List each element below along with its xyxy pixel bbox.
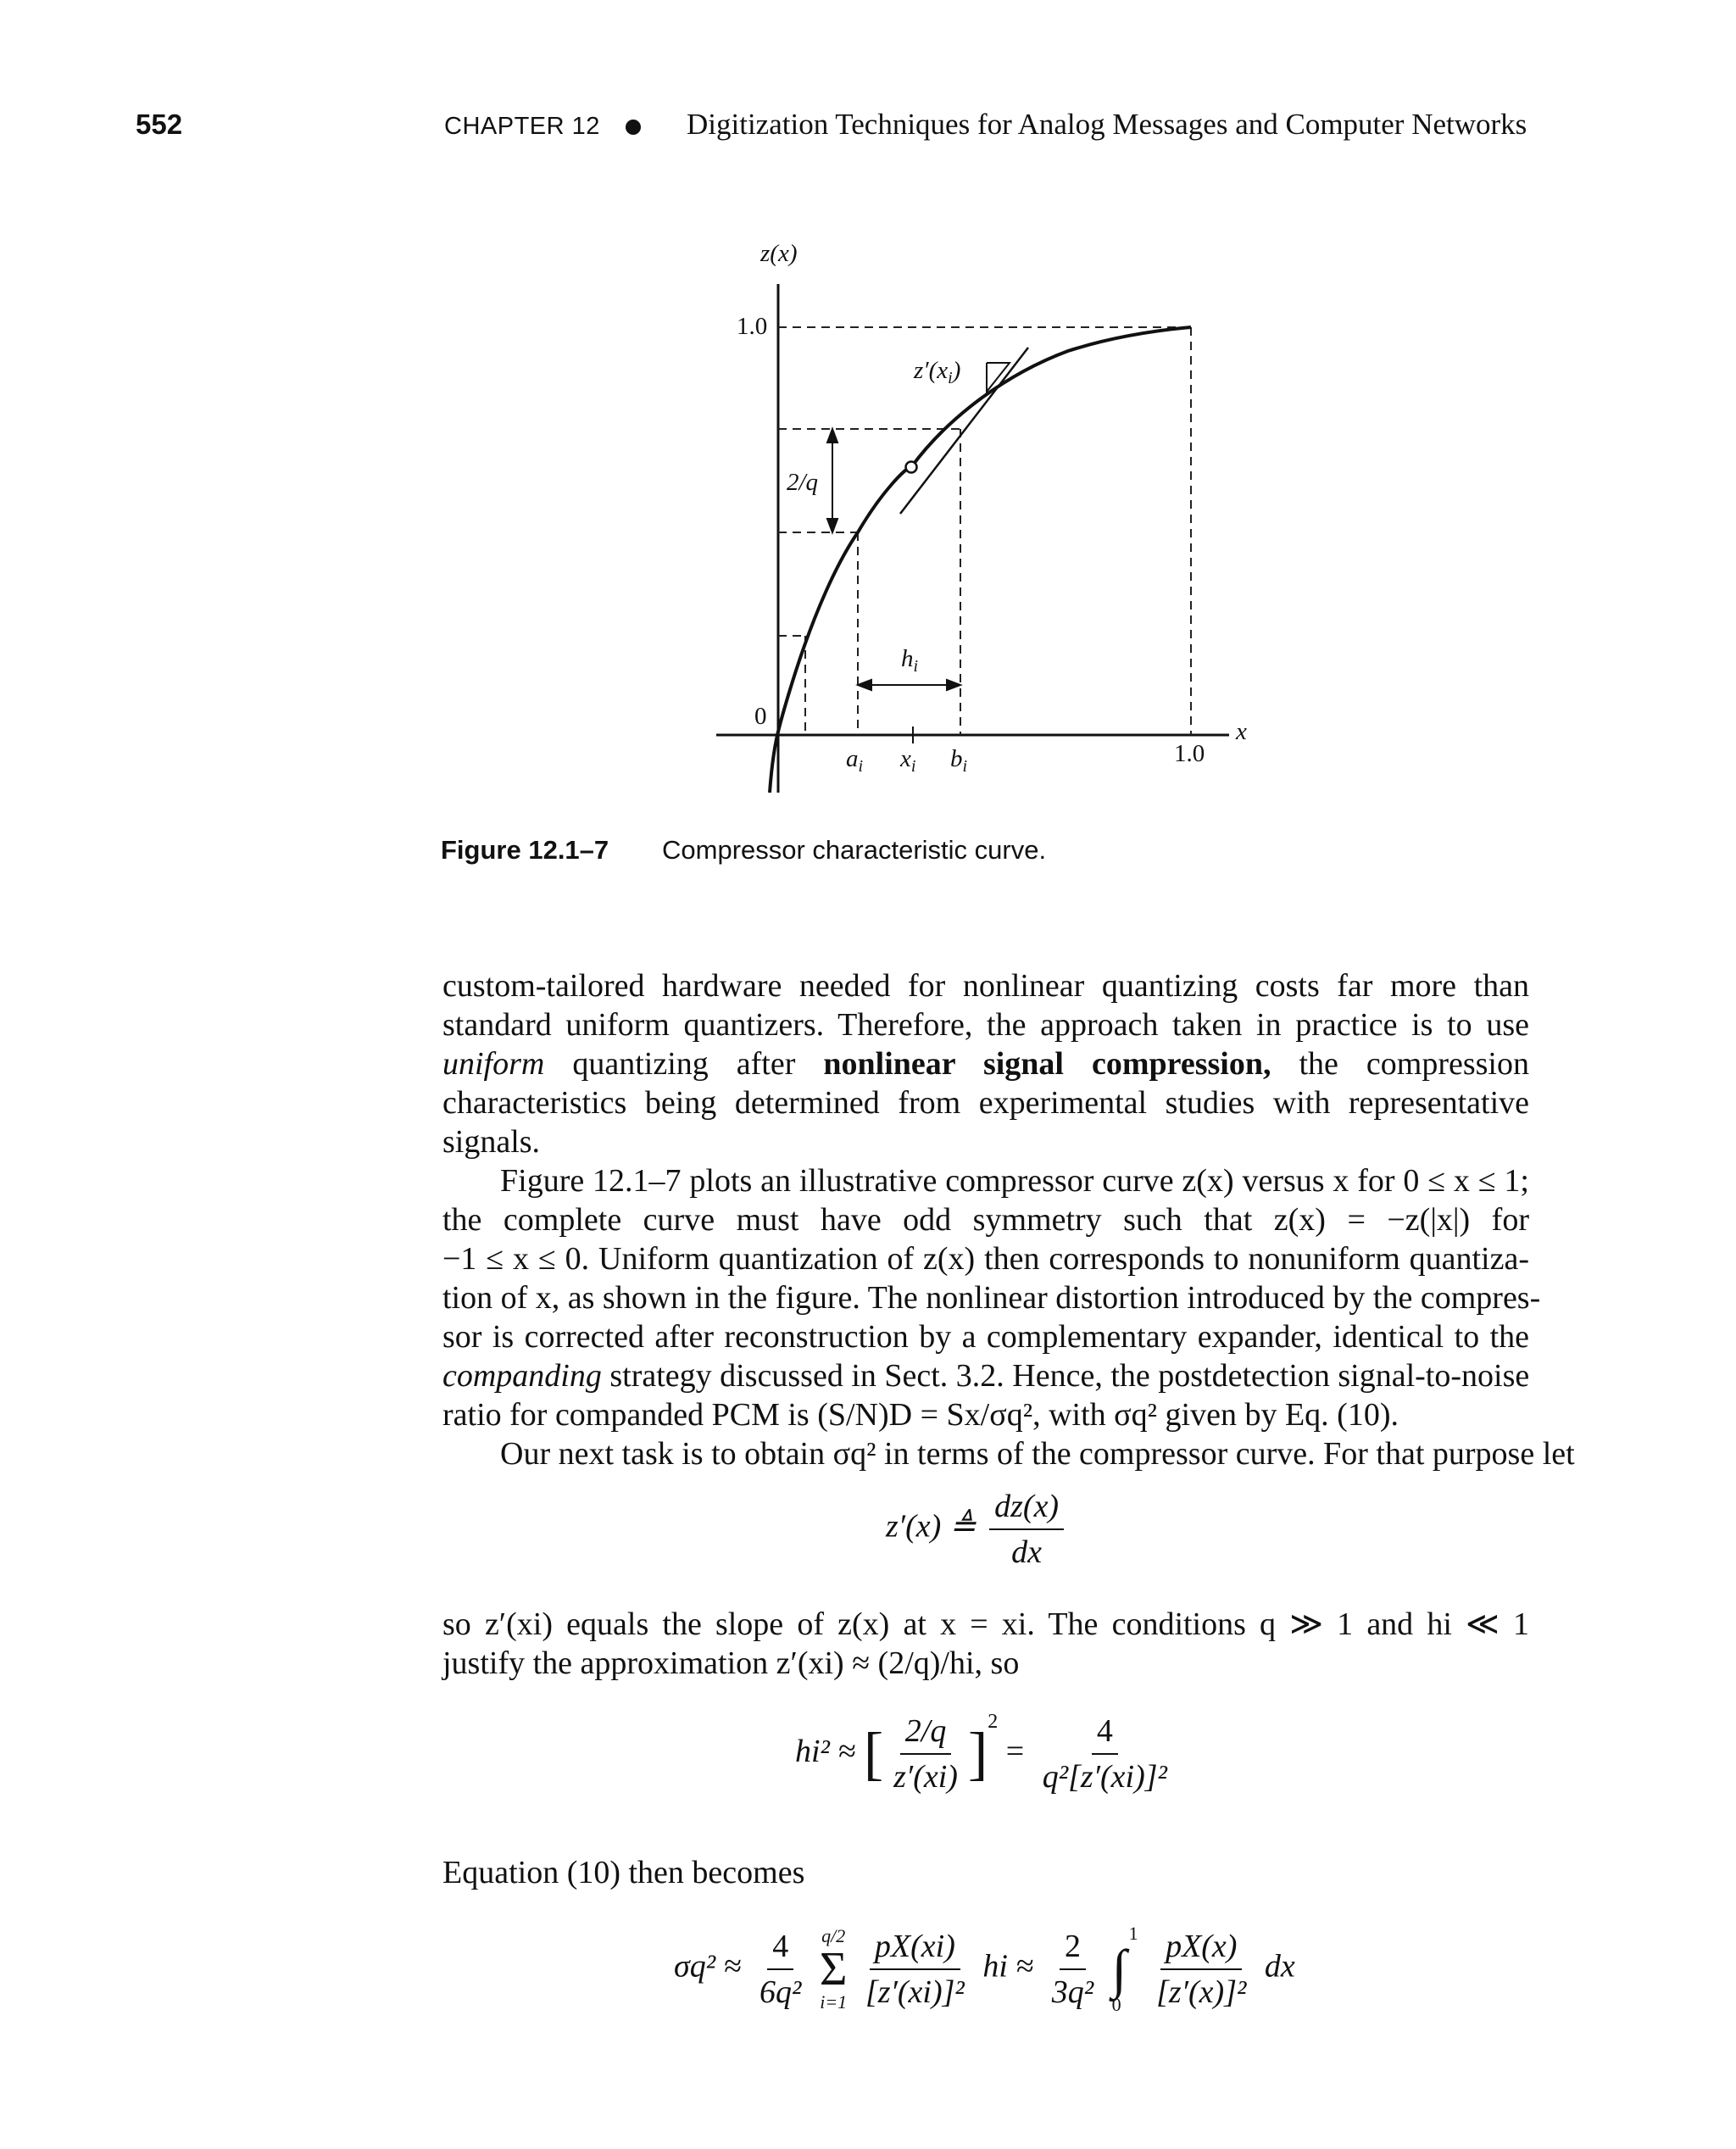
- paragraph-5: [442, 1853, 1529, 1892]
- paragraph-2: [442, 1161, 1575, 1473]
- width-arrow: [858, 680, 960, 690]
- slope-label: $z'(x_i)$: [914, 357, 961, 387]
- text-line: Equation (10) then becomes: [442, 1855, 805, 1890]
- eq1-fraction: $\frac{dz(x)}{dx}$: [989, 1488, 1064, 1571]
- figure-caption-text: Compressor characteristic curve.: [662, 835, 1047, 865]
- text-line: tion of x, as shown in the figure. The nonlinear distortion introduced by the compres-: [442, 1280, 1541, 1316]
- equation-derivative: [886, 1488, 1069, 1571]
- text-line: standard uniform quantizers. Therefore, the approach taken in practice is to use: [442, 1007, 1529, 1043]
- chapter-label: CHAPTER 12: [444, 113, 600, 140]
- y-axis-label: z(x): [760, 240, 798, 267]
- b-label: $b_i$: [950, 745, 968, 776]
- xi-label: $x_i$: [900, 745, 916, 776]
- origin-label: 0: [754, 703, 767, 730]
- text-line: companding strategy discussed in Sect. 3.2. Hence, the postdetection signal-to-noise: [442, 1358, 1530, 1394]
- a-label: $a_i$: [846, 745, 864, 776]
- text-line: Figure 12.1–7 plots an illustrative compressor curve z(x) versus x for 0 ≤ x ≤ 1;: [500, 1163, 1529, 1199]
- step-label: 2/q: [787, 469, 819, 496]
- text-line: custom-tailored hardware needed for nonlinear quantizing costs far more than: [442, 968, 1529, 1004]
- width-label: $h_i$: [901, 645, 919, 676]
- text-line: uniform quantizing after nonlinear signal compression, the compression: [442, 1046, 1529, 1082]
- running-head: Digitization Techniques for Analog Messages and Computer Networks: [687, 108, 1527, 141]
- text-line: signals.: [442, 1124, 541, 1160]
- figure-caption-label: Figure 12.1–7: [441, 835, 609, 865]
- compressor-curve: [770, 327, 1191, 793]
- text-line: sor is corrected after reconstruction by a complementary expander, identical to the: [442, 1319, 1529, 1355]
- page-number: 552: [136, 109, 183, 140]
- paragraph-1: [442, 966, 1529, 1161]
- text-line: Our next task is to obtain σq² in terms of the compressor curve. For that purpose let: [500, 1436, 1575, 1472]
- step-arrow: [827, 429, 837, 532]
- equation-quantization-noise: σq² ≈ $\frac{4}{\text{6q²}}$ q/2 Σ i=1 $\frac{pX(xi)}{\text{[z′(xi)]²}}$ hi ≈ $\frac{2}{\text{3q²}}$ 1 ∫ 0 $\frac{pX(x)}{\text{[z′(x)]²}}$ dx: [674, 1923, 1295, 2015]
- text-line: so z′(xi) equals the slope of z(x) at x = xi. The conditions q ≫ 1 and hi ≪ 1: [442, 1606, 1529, 1642]
- text-line: justify the approximation z′(xi) ≈ (2/q)/hi, so: [442, 1645, 1020, 1681]
- tangent-point: [906, 462, 917, 473]
- compressor-curve-figure: [0, 0, 1736, 890]
- paragraph-4: [442, 1605, 1529, 1683]
- equation-hi-squared: hi² ≈ [ $\frac{2/q}{z'(xi)}$ ]$^2$ = $\frac{4}{\text{q²[z′(xi)]²}}$: [795, 1711, 1167, 1795]
- dashed-guides: [778, 327, 1191, 735]
- x-axis-label: x: [1236, 718, 1247, 745]
- text-line: ratio for companded PCM is (S/N)D = Sx/σq², with σq² given by Eq. (10).: [442, 1397, 1399, 1433]
- y-tick-top-label: 1.0: [737, 313, 768, 340]
- x-tick-right-label: 1.0: [1174, 740, 1205, 767]
- text-line: −1 ≤ x ≤ 0. Uniform quantization of z(x) then corresponds to nonuniform quantiza-: [442, 1241, 1529, 1277]
- text-line: the complete curve must have odd symmetry such that z(x) = −z(|x|) for: [442, 1202, 1529, 1238]
- eq1-lhs: z′(x) ≜: [886, 1508, 976, 1545]
- text-line: characteristics being determined from experimental studies with representative: [442, 1085, 1529, 1121]
